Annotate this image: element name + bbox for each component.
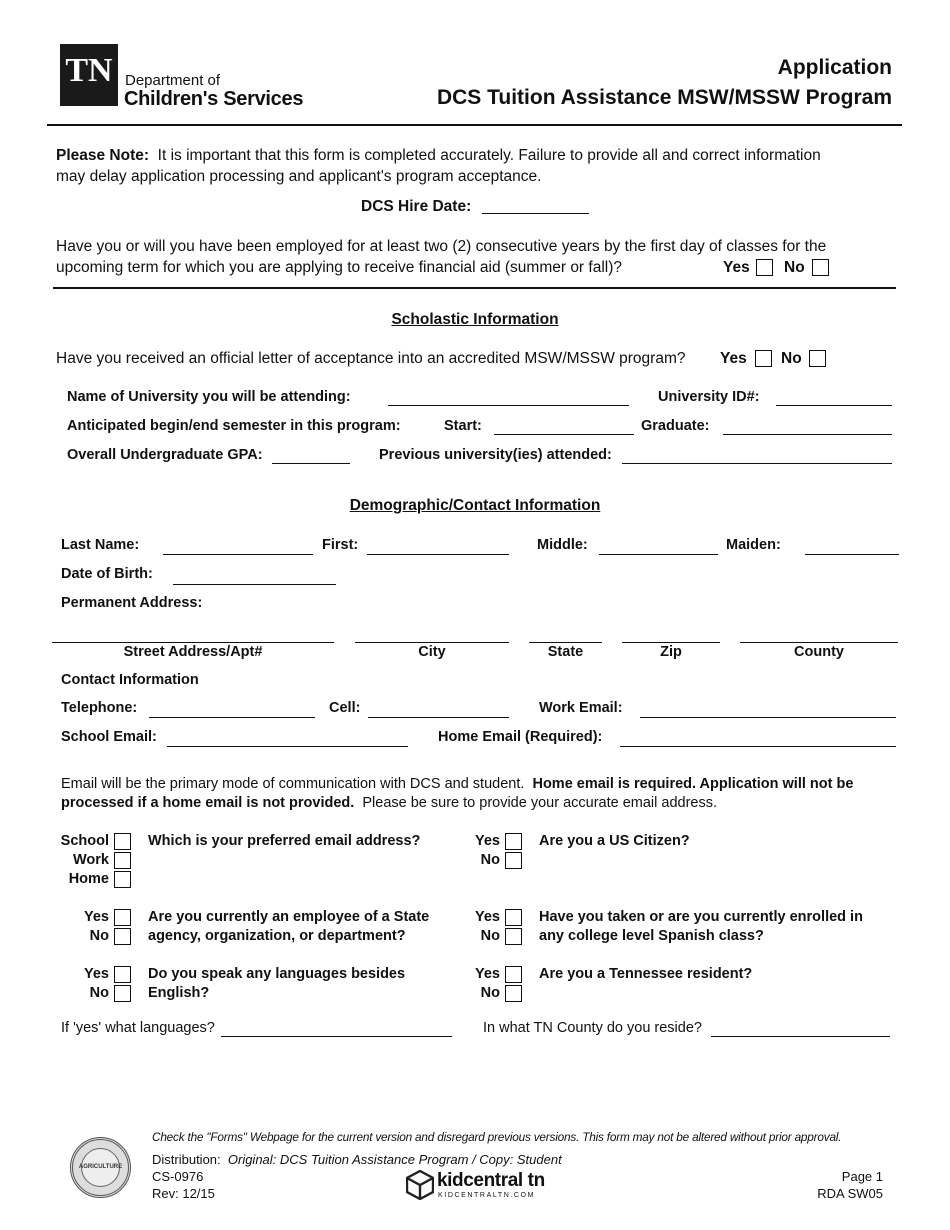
permanent-address-label: Permanent Address: xyxy=(61,595,203,611)
languages-question-1: Do you speak any languages besides xyxy=(148,966,406,982)
email-note-2a: processed if a home email is not provided. xyxy=(61,795,355,811)
spanish-no-checkbox[interactable] xyxy=(505,928,522,945)
maiden-name-label: Maiden: xyxy=(726,537,781,553)
telephone-field[interactable] xyxy=(149,717,315,718)
email-note-line2 xyxy=(61,795,717,811)
kidcentral-url: KIDCENTRALTN.COM xyxy=(438,1192,536,1199)
scholastic-heading: Scholastic Information xyxy=(391,311,559,328)
demographic-heading: Demographic/Contact Information xyxy=(349,497,601,514)
cell-field[interactable] xyxy=(368,717,509,718)
logo-dept-line2: Children's Services xyxy=(124,88,304,110)
spanish-yes-label: Yes xyxy=(475,909,500,925)
citizen-yes-checkbox[interactable] xyxy=(505,833,522,850)
state-emp-no-checkbox[interactable] xyxy=(114,928,131,945)
state-emp-yes-checkbox[interactable] xyxy=(114,909,131,926)
telephone-label: Telephone: xyxy=(61,700,138,716)
first-name-field[interactable] xyxy=(367,554,509,555)
acceptance-no-label: No xyxy=(781,350,802,367)
pref-school-checkbox[interactable] xyxy=(114,833,131,850)
dob-label: Date of Birth: xyxy=(61,566,153,582)
zip-caption: Zip xyxy=(660,644,682,660)
work-email-label: Work Email: xyxy=(539,700,623,716)
tn-resident-question: Are you a Tennessee resident? xyxy=(539,966,753,982)
languages-yes-checkbox[interactable] xyxy=(114,966,131,983)
please-note-line2: may delay application processing and applicant's program acceptance. xyxy=(56,168,542,185)
tn-logo-text: TN xyxy=(65,52,113,89)
employment-yes-label: Yes xyxy=(723,259,750,276)
state-field[interactable] xyxy=(529,642,602,643)
hire-date-field[interactable] xyxy=(482,213,589,214)
gpa-label: Overall Undergraduate GPA: xyxy=(67,447,263,463)
distribution-value: Original: DCS Tuition Assistance Program / Copy: Student xyxy=(227,1152,562,1167)
email-note-2b: Please be sure to provide your accurate email address. xyxy=(362,795,718,811)
county-caption: County xyxy=(794,644,844,660)
distribution-label: Distribution: xyxy=(152,1152,221,1167)
citizen-no-label: No xyxy=(480,852,500,868)
which-languages-label: If 'yes' what languages? xyxy=(61,1020,215,1036)
pref-home-label: Home xyxy=(68,871,109,887)
maiden-name-field[interactable] xyxy=(805,554,899,555)
please-note-line1 xyxy=(56,147,821,165)
pref-work-label: Work xyxy=(73,852,109,868)
spanish-yes-checkbox[interactable] xyxy=(505,909,522,926)
middle-name-label: Middle: xyxy=(537,537,588,553)
which-languages-field[interactable] xyxy=(221,1036,452,1037)
gpa-field[interactable] xyxy=(272,463,350,464)
pref-school-label: School xyxy=(60,833,109,849)
languages-no-label: No xyxy=(89,985,109,1001)
form-title-line1: Application xyxy=(777,56,892,79)
kidcentral-cube-icon xyxy=(406,1170,434,1200)
county-field[interactable] xyxy=(740,642,898,643)
hire-date-label: DCS Hire Date: xyxy=(361,198,472,215)
rda-number: RDA SW05 xyxy=(817,1186,883,1201)
employment-no-checkbox[interactable] xyxy=(812,259,829,276)
university-label: Name of University you will be attending: xyxy=(67,389,351,405)
work-email-field[interactable] xyxy=(640,717,896,718)
email-note-1a: Email will be the primary mode of communication with DCS and student. xyxy=(61,776,525,792)
employment-no-label: No xyxy=(784,259,805,276)
university-id-field[interactable] xyxy=(776,405,892,406)
spanish-question-1: Have you taken or are you currently enrolled in xyxy=(539,909,863,925)
languages-no-checkbox[interactable] xyxy=(114,985,131,1002)
header-rule xyxy=(47,124,902,126)
semester-label: Anticipated begin/end semester in this program: xyxy=(67,418,401,434)
seal-text: AGRICULTURE xyxy=(78,1164,123,1170)
street-address-field[interactable] xyxy=(52,642,334,643)
email-note-line1 xyxy=(61,776,853,792)
tn-county-label: In what TN County do you reside? xyxy=(483,1020,702,1036)
please-note-label: Please Note: xyxy=(56,147,150,164)
street-address-caption: Street Address/Apt# xyxy=(123,644,263,660)
pref-work-checkbox[interactable] xyxy=(114,852,131,869)
state-emp-no-label: No xyxy=(89,928,109,944)
employment-yes-checkbox[interactable] xyxy=(756,259,773,276)
city-caption: City xyxy=(418,644,446,660)
us-citizen-question: Are you a US Citizen? xyxy=(539,833,690,849)
city-field[interactable] xyxy=(355,642,509,643)
last-name-field[interactable] xyxy=(163,554,313,555)
preferred-email-question: Which is your preferred email address? xyxy=(148,833,421,849)
school-email-field[interactable] xyxy=(167,746,408,747)
graduate-field[interactable] xyxy=(723,434,892,435)
university-id-label: University ID#: xyxy=(658,389,760,405)
resident-no-label: No xyxy=(480,985,500,1001)
tn-state-seal xyxy=(70,1137,131,1198)
acceptance-yes-checkbox[interactable] xyxy=(755,350,772,367)
acceptance-no-checkbox[interactable] xyxy=(809,350,826,367)
cell-label: Cell: xyxy=(329,700,361,716)
page-number: Page 1 xyxy=(841,1169,883,1184)
state-employee-question-2: agency, organization, or department? xyxy=(148,928,406,944)
form-number: CS-0976 xyxy=(152,1169,204,1184)
languages-yes-label: Yes xyxy=(84,966,109,982)
citizen-no-checkbox[interactable] xyxy=(505,852,522,869)
footer-distribution xyxy=(152,1152,562,1167)
please-note-text-1: It is important that this form is completed accurately. Failure to provide all and correct information xyxy=(157,147,821,164)
tn-county-field[interactable] xyxy=(711,1036,890,1037)
state-employee-question-1: Are you currently an employee of a State xyxy=(148,909,430,925)
citizen-yes-label: Yes xyxy=(475,833,500,849)
pref-home-checkbox[interactable] xyxy=(114,871,131,888)
contact-info-label: Contact Information xyxy=(61,672,199,688)
footer-disclaimer: Check the "Forms" Webpage for the current version and disregard previous versions. This form may not be altered without prior approval. xyxy=(152,1130,842,1144)
resident-no-checkbox[interactable] xyxy=(505,985,522,1002)
previous-university-field[interactable] xyxy=(622,463,892,464)
start-label: Start: xyxy=(444,418,482,434)
languages-question-2: English? xyxy=(148,985,210,1001)
acceptance-question: Have you received an official letter of acceptance into an accredited MSW/MSSW program? xyxy=(56,350,686,367)
intro-rule xyxy=(53,287,896,289)
spanish-question-2: any college level Spanish class? xyxy=(539,928,764,944)
home-email-field[interactable] xyxy=(620,746,896,747)
zip-field[interactable] xyxy=(622,642,720,643)
spanish-no-label: No xyxy=(480,928,500,944)
start-field[interactable] xyxy=(494,434,634,435)
previous-university-label: Previous university(ies) attended: xyxy=(379,447,612,463)
home-email-label: Home Email (Required): xyxy=(438,729,603,745)
university-field[interactable] xyxy=(388,405,629,406)
resident-yes-label: Yes xyxy=(475,966,500,982)
revision: Rev: 12/15 xyxy=(152,1186,215,1201)
dob-field[interactable] xyxy=(173,584,336,585)
acceptance-yes-label: Yes xyxy=(720,350,747,367)
first-name-label: First: xyxy=(322,537,359,553)
last-name-label: Last Name: xyxy=(61,537,140,553)
employment-question-line2: upcoming term for which you are applying to receive financial aid (summer or fall)? xyxy=(56,259,622,276)
graduate-label: Graduate: xyxy=(641,418,710,434)
school-email-label: School Email: xyxy=(61,729,157,745)
logo-dept-line1: Department of xyxy=(125,72,221,89)
form-title-line2: DCS Tuition Assistance MSW/MSSW Program xyxy=(436,86,892,109)
resident-yes-checkbox[interactable] xyxy=(505,966,522,983)
middle-name-field[interactable] xyxy=(599,554,718,555)
state-caption: State xyxy=(547,644,584,660)
kidcentral-wordmark: kidcentral tn xyxy=(437,1170,545,1191)
email-note-1b: Home email is required. Application will not be xyxy=(532,776,854,792)
employment-question-line1: Have you or will you have been employed for at least two (2) consecutive years by the first day of classes for the xyxy=(56,238,827,255)
state-emp-yes-label: Yes xyxy=(84,909,109,925)
